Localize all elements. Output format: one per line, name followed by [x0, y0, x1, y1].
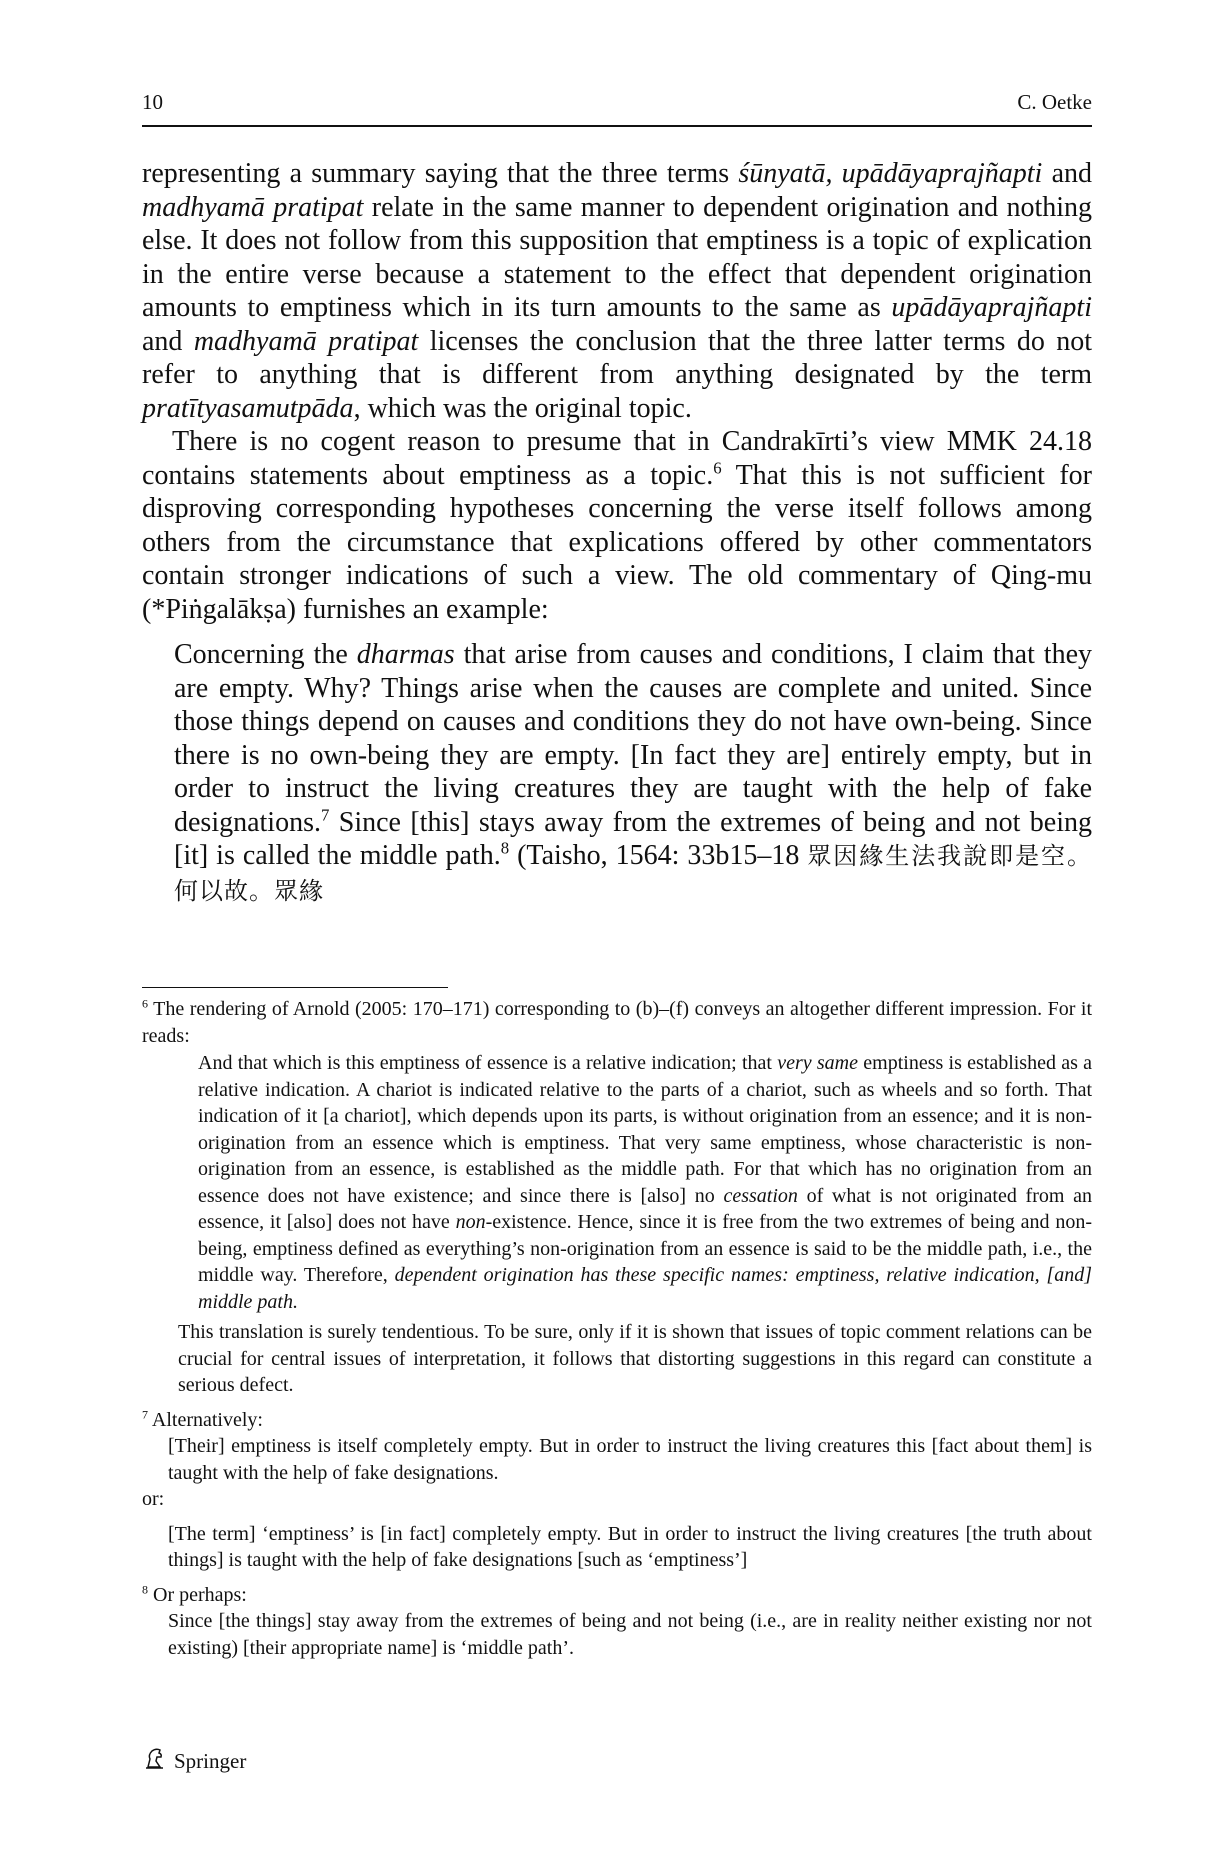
footnote-7 [142, 1407, 1092, 1574]
text-run: That this is not sufficient for disproving corresponding hypotheses concerning the verse itself follows among others from the circumstance that explications offered by other commentators contain stronger indications of such a view. The old commentary of Qing-mu (*Piṅgalākṣa) furnishes an example: [142, 459, 1092, 625]
text-run: There is no cogent reason to presume that in Candrakīrti’s view MMK 24.18 contains statements about emptiness as a topic. [142, 426, 1092, 491]
footnote-8-quote [168, 1608, 1092, 1661]
footnote-6 [142, 996, 1092, 1399]
header-rule [142, 125, 1092, 127]
footnote-ref: 7 [142, 1406, 148, 1421]
springer-horse-icon [142, 1745, 168, 1777]
italic-term: madhyamā pratipat [193, 325, 419, 357]
text-run: And that which is this emptiness of essence is a relative indication; that [198, 1052, 778, 1074]
publisher-name: Springer [174, 1748, 247, 1773]
text-run: that arise from causes and conditions, I claim that they are empty. Why? Things arise when the causes are complete and united. Since those things depend on causes and conditions they do not have own-being. Since there is no own-being they are empty. [In fact they are] entirely empty, but in order to instruct the living creatures they are taught with the help of fake designations. [174, 639, 1093, 838]
footnote-ref: 6 [142, 996, 148, 1011]
text-run: of what is not originated from an essence, it [also] does not have [198, 1184, 1092, 1233]
running-header [142, 90, 1092, 120]
main-text [142, 157, 1092, 908]
footnote-7-lead [142, 1407, 1092, 1434]
italic-term: śūnyatā, upādāyaprajñapti [738, 158, 1043, 189]
paragraph-2 [142, 425, 1092, 626]
text-run: Alternatively: [148, 1408, 263, 1431]
text-run: , which was the original topic. [353, 392, 692, 424]
text-run: licenses the conclusion that the three latter terms do not refer to anything that is different from anything designated by the term [142, 325, 1093, 390]
text-run: Since [the things] stay away from the extremes of being and not being (i.e., are in reality neither existing nor not existing) [their appropriate name] is ‘middle path’. [168, 1610, 1092, 1659]
text-run: -existence. Hence, since it is free from the two extremes of being and non-being, emptiness defined as everything’s non-origination from an essence is said to be the middle path, i.e., the middle way. Therefore, [198, 1211, 1092, 1286]
italic-term: pratītyasamutpāda [142, 392, 354, 424]
paragraph-1 [142, 157, 1092, 425]
footnote-7-quote-1 [168, 1433, 1092, 1486]
footnote-7-or [142, 1486, 1092, 1513]
chinese-text: 眾因緣生法我說即是空。何以故。眾緣 [174, 842, 1092, 905]
page-number: 10 [142, 90, 163, 114]
text-run: Since [this] stays away from the extremes of being and not being [it] is called the middle path. [174, 806, 1092, 871]
text-run: emptiness is established as a relative indication. A chariot is indicated relative to the parts of a chariot, such as wheels and so forth. That indication of it [a chariot], which depends upon its parts, is without origination from an essence; and it is non-origination from an essence which is emptiness. That very same emptiness, whose characteristic is non-origination from an essence, is established as the middle path. For that which has no origination from an essence does not have existence; and since there is [also] no [198, 1052, 1092, 1207]
italic-term: madhyamā pratipat [142, 191, 364, 223]
footnote-ref: 6 [713, 458, 722, 478]
text-run: or: [142, 1488, 165, 1510]
footnote-rule [142, 987, 448, 988]
footnote-6-quote [198, 1050, 1092, 1315]
footnote-ref: 8 [142, 1581, 148, 1596]
text-run: [The term] ‘emptiness’ is [in fact] completely empty. But in order to instruct the living creatures [the truth about things] is taught with the help of fake designations [such as ‘emptiness’] [168, 1522, 1092, 1571]
italic-term: upādāyaprajñapti [891, 292, 1092, 323]
publisher-footer [142, 1745, 246, 1777]
footnote-8 [142, 1582, 1092, 1662]
footnote-7-quote-2 [168, 1521, 1092, 1574]
footnote-ref: 8 [500, 838, 510, 858]
footnote-ref: 7 [321, 805, 330, 825]
text-run: (Taisho, 1564: 33b15–18 [509, 840, 808, 871]
italic-term: dependent origination has these specific names: emptiness, relative indication, [and] middle path. [198, 1264, 1092, 1313]
text-run: and [1042, 158, 1093, 189]
text-run: representing a summary saying that the three terms [142, 158, 739, 189]
italic-term: dharmas [356, 639, 455, 670]
text-run: Or perhaps: [148, 1583, 247, 1606]
italic-term: non [455, 1211, 486, 1233]
italic-term: cessation [723, 1184, 798, 1207]
text-run: [Their] emptiness is itself completely empty. But in order to instruct the living creatures this [fact about them] is taught with the help of fake designations. [168, 1435, 1092, 1484]
text-run: and [142, 325, 194, 357]
footnote-6-lead [142, 996, 1092, 1049]
italic-term: very same [777, 1052, 859, 1074]
block-quote-qing-mu [174, 638, 1092, 908]
text-run: relate in the same manner to dependent origination and nothing else. It does not follow from this supposition that emptiness is a topic of explication in the entire verse because a statement to the effect that dependent origination amounts to emptiness which in its turn amounts to the same as [142, 191, 1093, 323]
text-run: This translation is surely tendentious. To be sure, only if it is shown that issues of topic comment relations can be crucial for central issues of interpretation, it follows that distorting suggestions in this regard can constitute a serious defect. [178, 1321, 1092, 1396]
text-run: Concerning the [174, 639, 357, 670]
footnote-6-comment [178, 1319, 1092, 1399]
running-author: C. Oetke [1017, 90, 1092, 114]
text-run: The rendering of Arnold (2005: 170–171) corresponding to (b)–(f) conveys an altogether different impression. For it reads: [142, 998, 1092, 1047]
footnotes [142, 996, 1092, 1661]
footnote-8-lead [142, 1582, 1092, 1609]
